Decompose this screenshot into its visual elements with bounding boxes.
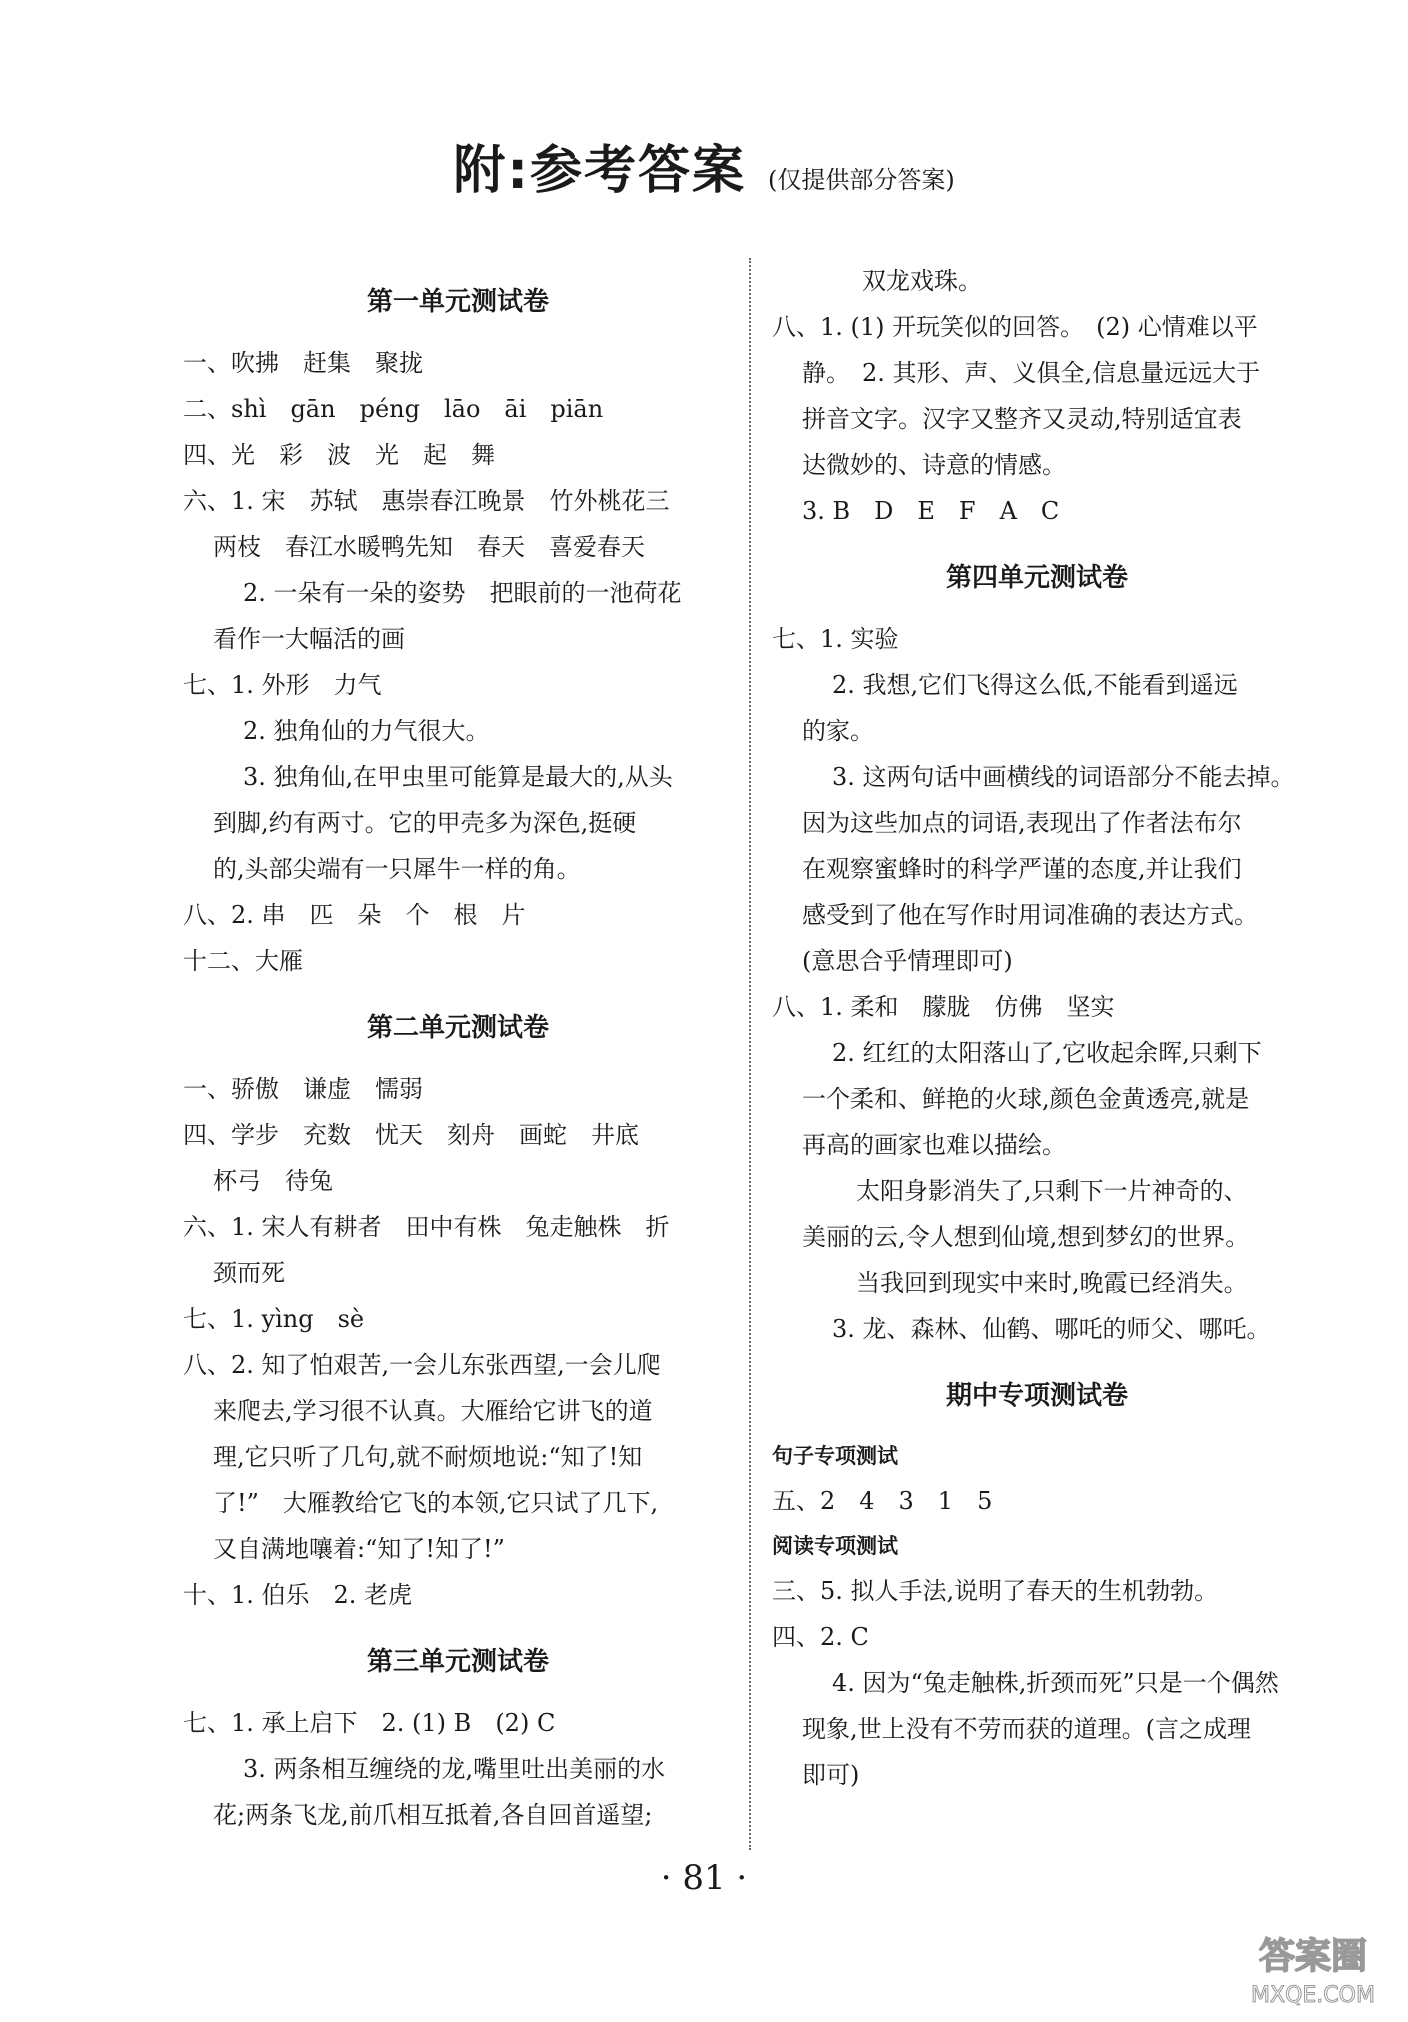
answer-line: 太阳身影消失了,只剩下一片神奇的、: [832, 1177, 1248, 1205]
answer-line: 六、1. 宋人有耕者 田中有株 兔走触株 折: [183, 1213, 670, 1241]
watermark-logo: [1238, 1920, 1388, 2010]
answer-line: 看作一大幅活的画: [213, 625, 405, 653]
answer-line: 十二、大雁: [183, 947, 303, 975]
answer-line: 八、1. 柔和 朦胧 仿佛 坚实: [772, 993, 1115, 1021]
answer-line: 因为这些加点的词语,表现出了作者法布尔: [802, 809, 1242, 837]
answer-line: 2. 一朵有一朵的姿势 把眼前的一池荷花: [243, 579, 682, 607]
column-divider: [749, 258, 751, 1850]
answer-line: 美丽的云,令人想到仙境,想到梦幻的世界。: [802, 1223, 1250, 1251]
answer-line: 十、1. 伯乐 2. 老虎: [183, 1581, 413, 1609]
title-note: (仅提供部分答案): [768, 166, 955, 194]
answer-line: 颈而死: [213, 1259, 285, 1287]
answer-line: 八、2. 知了怕艰苦,一会儿东张西望,一会儿爬: [183, 1351, 661, 1379]
subsection-title: 句子专项测试: [772, 1444, 898, 1468]
answer-line: 双龙戏珠。: [862, 267, 982, 295]
answer-line: 2. 我想,它们飞得这么低,不能看到遥远: [832, 671, 1238, 699]
answer-line: 到脚,约有两寸。它的甲壳多为深色,挺硬: [213, 809, 637, 837]
left-column: [183, 258, 733, 1838]
answer-line: 四、学步 充数 忧天 刻舟 画蛇 井底: [183, 1121, 639, 1149]
answer-line: 七、1. 承上启下 2. (1) B (2) C: [183, 1709, 556, 1737]
answer-line: 八、1. (1) 开玩笑似的回答。 (2) 心情难以平: [772, 313, 1258, 341]
answer-line: 2. 红红的太阳落山了,它收起余晖,只剩下: [832, 1039, 1262, 1067]
answer-line: 一个柔和、鲜艳的火球,颜色金黄透亮,就是: [802, 1085, 1250, 1113]
answer-line: 的家。: [802, 717, 874, 745]
answer-line: 的,头部尖端有一只犀牛一样的角。: [213, 855, 581, 883]
section-title: 第三单元测试卷: [366, 1647, 549, 1677]
page-title: 附:参考答案: [453, 141, 747, 201]
answer-line: 了!” 大雁教给它飞的本领,它只试了几下,: [213, 1489, 659, 1517]
answer-line: 3. 两条相互缠绕的龙,嘴里吐出美丽的水: [243, 1755, 666, 1783]
answer-line: 四、光 彩 波 光 起 舞: [183, 441, 495, 469]
answer-line: 两枝 春江水暖鸭先知 春天 喜爱春天: [213, 533, 645, 561]
answer-line: 六、1. 宋 苏轼 惠崇春江晚景 竹外桃花三: [183, 487, 670, 515]
answer-line: 在观察蜜蜂时的科学严谨的态度,并让我们: [802, 855, 1242, 883]
answer-line: 杯弓 待兔: [213, 1167, 333, 1195]
answer-line: 七、1. 外形 力气: [183, 671, 382, 699]
page-header: [0, 128, 1408, 203]
answer-line: 即可): [802, 1761, 860, 1789]
answer-line: 三、5. 拟人手法,说明了春天的生机勃勃。: [772, 1577, 1219, 1605]
answer-line: 3. B D E F A C: [802, 497, 1060, 525]
right-column: [772, 258, 1302, 1798]
watermark-url: MXQE.COM: [1251, 1983, 1375, 2008]
answer-line: 拼音文字。汉字又整齐又灵动,特别适宜表: [802, 405, 1242, 433]
section-title: 第二单元测试卷: [366, 1013, 549, 1043]
answer-line: 3. 龙、森林、仙鹤、哪吒的师父、哪吒。: [832, 1315, 1271, 1343]
section-title: 第四单元测试卷: [945, 563, 1128, 593]
answer-line: 八、2. 串 匹 朵 个 根 片: [183, 901, 526, 929]
answer-line: 感受到了他在写作时用词准确的表达方式。: [802, 901, 1258, 929]
answer-line: 一、骄傲 谦虚 懦弱: [183, 1075, 423, 1103]
answer-line: 3. 独角仙,在甲虫里可能算是最大的,从头: [243, 763, 673, 791]
answer-line: 七、1. 实验: [772, 625, 899, 653]
answer-line: 七、1. yìng sè: [183, 1305, 365, 1333]
answer-line: 理,它只听了几句,就不耐烦地说:“知了!知: [213, 1443, 643, 1471]
answer-line: 五、2 4 3 1 5: [772, 1487, 993, 1515]
answer-line: 静。 2. 其形、声、义俱全,信息量远远大于: [802, 359, 1261, 387]
answer-line: 达微妙的、诗意的情感。: [802, 451, 1066, 479]
answer-line: 3. 这两句话中画横线的词语部分不能去掉。: [832, 763, 1295, 791]
answer-line: 一、吹拂 赶集 聚拢: [183, 349, 423, 377]
page-number: · 81 ·: [660, 1858, 748, 1898]
answer-line: 4. 因为“兔走触株,折颈而死”只是一个偶然: [832, 1669, 1279, 1697]
answer-line: 二、shì gān péng lāo āi piān: [183, 395, 604, 423]
answer-line: (意思合乎情理即可): [802, 947, 1013, 975]
answer-line: 又自满地嚷着:“知了!知了!”: [213, 1535, 505, 1563]
section-title: 第一单元测试卷: [366, 287, 549, 317]
answer-line: 来爬去,学习很不认真。大雁给它讲飞的道: [213, 1397, 653, 1425]
section-title: 期中专项测试卷: [945, 1381, 1128, 1411]
answer-line: 2. 独角仙的力气很大。: [243, 717, 490, 745]
answer-line: 当我回到现实中来时,晚霞已经消失。: [832, 1269, 1248, 1297]
answer-line: 四、2. C: [772, 1623, 869, 1651]
subsection-title: 阅读专项测试: [772, 1534, 898, 1558]
answer-line: 再高的画家也难以描绘。: [802, 1131, 1066, 1159]
watermark-text: 答案圈: [1258, 1936, 1368, 1977]
answer-line: 花;两条飞龙,前爪相互抵着,各自回首遥望;: [213, 1801, 653, 1829]
answer-line: 现象,世上没有不劳而获的道理。(言之成理: [802, 1715, 1251, 1743]
